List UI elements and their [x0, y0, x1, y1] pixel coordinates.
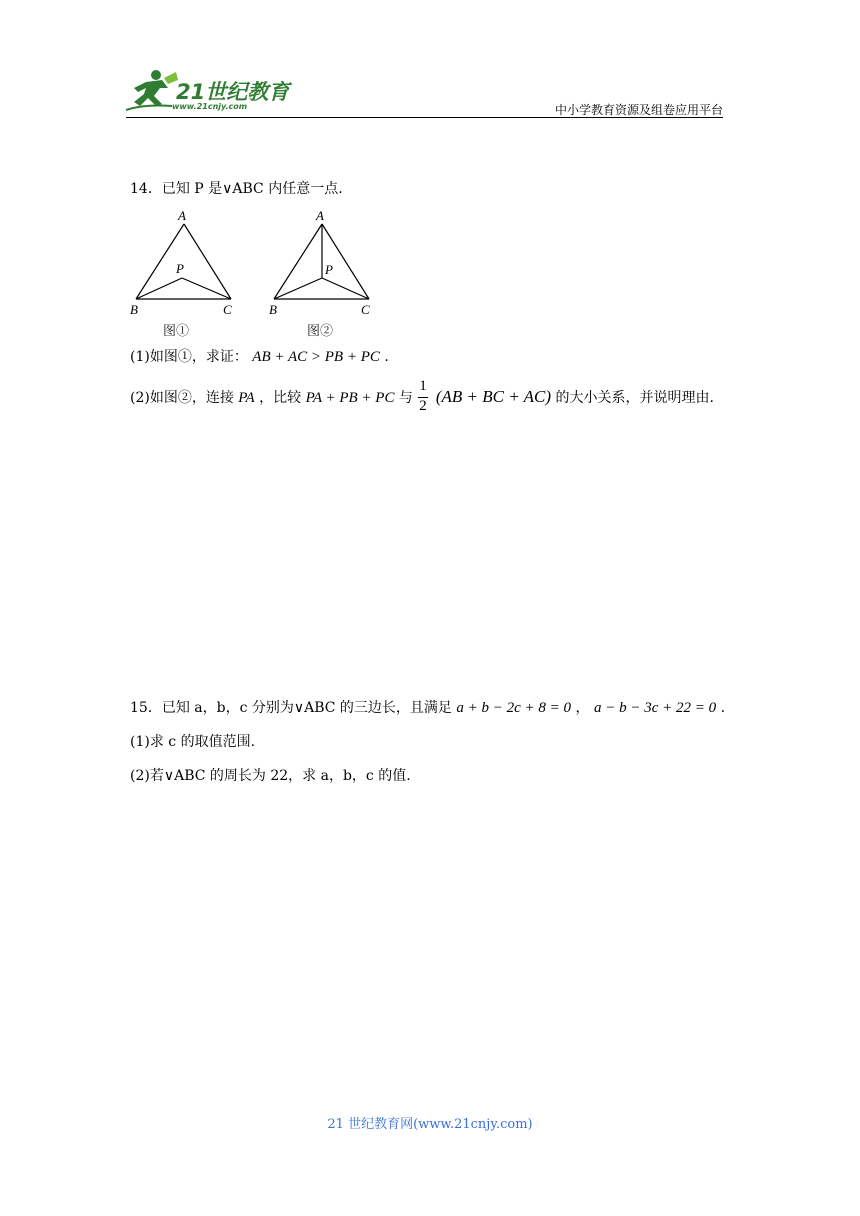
q15-end: . [720, 700, 726, 716]
q14-part2-suffix: 的大小关系，并说明理由. [555, 390, 714, 406]
q15-sep: ， [575, 700, 590, 716]
fig1-label-c: C [223, 302, 232, 317]
fig2-caption: 图② [307, 324, 334, 339]
fig2-label-a: A [316, 208, 324, 223]
q15-eq1: a + b − 2c + 8 = 0 [456, 700, 572, 716]
q15-stem-prefix: 15．已知 a，b，c 分别为∨ABC 的三边长，且满足 [130, 700, 452, 716]
q15-stem [130, 699, 725, 717]
q15-part2: (2)若∨ABC 的周长为 22，求 a，b，c 的值. [130, 768, 411, 784]
q14-stem: 14．已知 P 是∨ABC 内任意一点. [130, 181, 343, 197]
fig2-label-p: P [325, 262, 333, 277]
q14-part1 [130, 348, 389, 366]
fraction-denominator: 2 [419, 398, 427, 414]
q15-part1: (1)求 c 的取值范围. [130, 734, 256, 750]
fig2-label-b: B [269, 302, 277, 317]
fig1-label-p: P [176, 261, 184, 276]
fig1-label-b: B [130, 302, 138, 317]
q14-part2-paren: (AB + BC + AC) [435, 387, 552, 406]
fig1-label-a: A [178, 208, 186, 223]
q14-part1-math: AB + AC > PB + PC [252, 349, 380, 365]
site-name: 中小学教育资源及组卷应用平台 [554, 103, 723, 117]
q14-part2-sum: PA + PB + PC [305, 390, 395, 406]
q14-part1-suffix: . [384, 349, 389, 365]
q14-part2-pa: PA [238, 390, 255, 406]
logo-main-text: 21世纪教育 [176, 80, 290, 104]
q14-part2-prefix: (2)如图②，连接 [130, 390, 234, 406]
site-logo [124, 66, 294, 116]
fig2-label-c: C [361, 302, 370, 317]
q14-part2-mid: ，比较 [259, 390, 302, 406]
q14-part1-prefix: (1)如图①，求证： [130, 349, 248, 365]
fig1-caption: 图① [163, 324, 190, 339]
q14-part2-yu: 与 [398, 390, 413, 406]
footer-link[interactable]: 21 世纪教育网(www.21cnjy.com) [327, 1117, 533, 1132]
header-divider [126, 117, 723, 118]
q15-eq2: a − b − 3c + 22 = 0 [593, 700, 717, 716]
logo-url-text: www.21cnjy.com [172, 102, 248, 111]
fraction-numerator: 1 [419, 378, 427, 394]
